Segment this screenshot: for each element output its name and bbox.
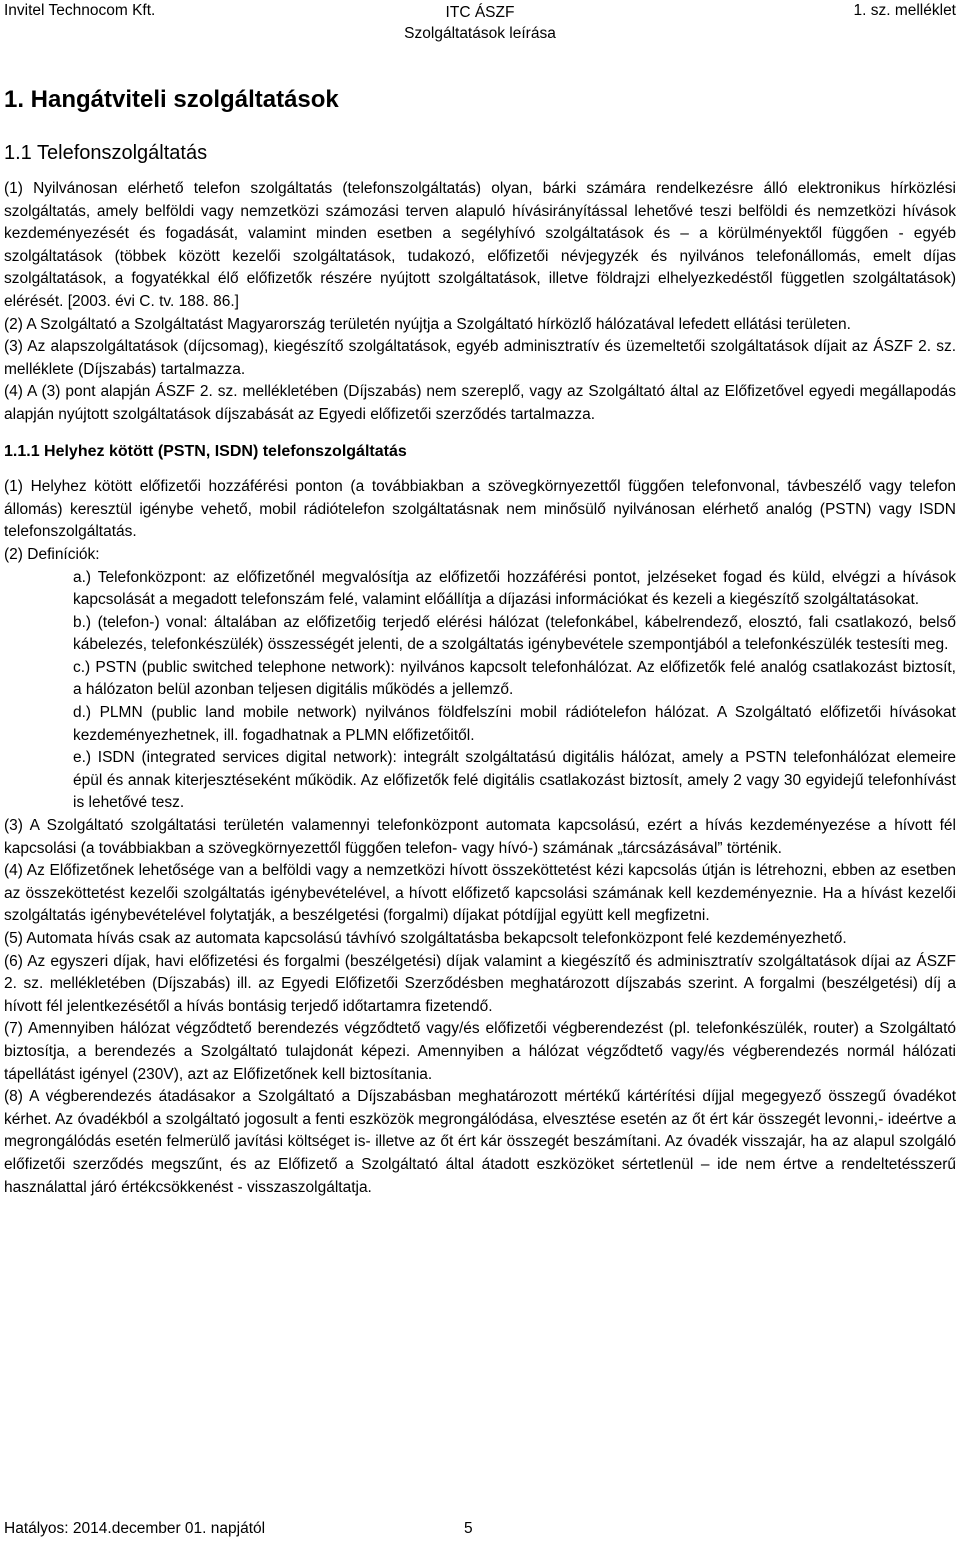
paragraph: (1) Helyhez kötött előfizetői hozzáférési ponton (a továbbiakban a szövegkörnyezettől függően telefonvonal, távbeszélő vagy telefon állomás) keresztül igénybe vehető, mobil rádiótelefon szolgáltatásnak nem minősülő nyilvánosan elérhető analóg (PSTN) vagy ISDN telefonszolgáltatás. [4, 478, 956, 541]
header-doc-subtitle: Szolgáltatások leírása [404, 25, 556, 42]
paragraph: (4) Az Előfizetőnek lehetősége van a belföldi vagy a nemzetközi hívott összeköttetést kézi kapcsolás útján is létrehozni, ebben az esetben az összeköttetést kezelői szolgáltatás igénybevételével, a hívott előfizető kapcsolási számának kell kezdeményeznie. Ha a hívást kezelői szolgáltatás igénybevételével folytatják, a beszélgetési (forgalmi) díjakat pótdíjjal együtt kell megfizetni. [4, 862, 956, 925]
definition-item: c.) PSTN (public switched telephone network): nyilvános kapcsolt telefonhálózat. Az előfizetők felé analóg csatlakozást biztosít, a hálózaton belül azonban teljesen digitális működés a jellemző. [73, 658, 956, 699]
paragraph: (3) Az alapszolgáltatások (díjcsomag), kiegészítő szolgáltatások, egyéb adminisztratív és üzemeltetői szolgáltatások díjait az ÁSZF 2. sz. melléklete (Díjszabás) tartalmazza. [4, 338, 956, 378]
header-doc-title: ITC ÁSZF [445, 4, 515, 21]
definition-item: e.) ISDN (integrated services digital network): integrált szolgáltatású digitális hálózat, amely a PSTN telefonhálózat elemeire épül és annak kiterjesztéseként működik. Az előfizetők felé digitális csatlakozást biztosít, amely 2 vagy 30 egyidejű telefonhívást is lehetővé tesz. [73, 749, 956, 812]
definition-item: a.) Telefonközpont: az előfizetőnél megvalósítja az előfizetői hozzáférési pontot, jelzéseket fogad és küld, elvégzi a hívások kapcsolását a megadott telefonszám felé, valamint előállítja a díjazási információkat és kezeli a kiegészítő szolgáltatásokat. [73, 568, 956, 609]
header-company: Invitel Technocom Kft. [4, 2, 156, 19]
page-footer [4, 1520, 473, 1538]
paragraph: (6) Az egyszeri díjak, havi előfizetési és forgalmi (beszélgetési) díjak valamint a kiegészítő és adminisztratív szolgáltatások díjai az ÁSZF 2. sz. mellékletében (Díjszabás) ill. az Egyedi Előfizetői Szerződésben meghatározott díjszabás szerint. A forgalmi (beszélgetési) díj a hívott fél jelentkezésétől a hívás bontásig terjedő időtartamra fizetendő. [4, 952, 956, 1015]
paragraph: (5) Automata hívás csak az automata kapcsolású távhívó szolgáltatásba bekapcsolt telefonközpont felé kezdeményezhető. [4, 930, 847, 947]
paragraph: (1) Nyilvánosan elérhető telefon szolgáltatás (telefonszolgáltatás) olyan, bárki számára rendelkezésre álló elektronikus hírközlési szolgáltatás, amely belföldi vagy nemzetközi számozási terven alapuló hívásirányítással lehetővé teszi belföldi és nemzetközi hívások kezdeményezését és fogadását, valamint minden esetben a segélyhívó szolgáltatások és – a körülményektől függően - egyéb szolgáltatások (többek között kezelői szolgáltatások, tudakozó, előfizetői névjegyzék és nyilvános telefonállomás, emelt díjas szolgáltatások, a fogyatékkal élő előfizetők részére nyújtott szolgáltatások, illetve földrajzi elhelyezkedéstől független szolgáltatások) elérését. [2003. évi C. tv. 188. 86.] [4, 180, 956, 310]
definitions-label: (2) Definíciók: [4, 545, 100, 563]
definition-item: b.) (telefon-) vonal: általában az előfizetőig terjedő elérési hálózat (telefonkábel, kábelrendező, elosztó, fali csatlakozó, belső kábelezés, telefonkészülék) összességét jelenti, de a szolgáltatás igénybevétele szempontjából a telefonkészülék testesíti meg. [73, 613, 956, 654]
paragraph: (3) A Szolgáltató szolgáltatási területén valamennyi telefonközpont automata kapcsolású, ezért a hívás kezdeményezése a hívott fél kapcsolási (a továbbiakban a szövegkörnyezettől függően telefon- vagy hívó-) számának „tárcsázásával” történik. [4, 817, 956, 857]
header-annex: 1. sz. melléklet [853, 2, 956, 19]
section-heading-1-1-1: 1.1.1 Helyhez kötött (PSTN, ISDN) telefonszolgáltatás [4, 442, 407, 460]
paragraph: (7) Amennyiben hálózat végződtető berendezés végződtető vagy/és előfizetői végberendezést (pl. telefonkészülék, router) a Szolgáltató biztosítja, a berendezés a Szolgáltató tulajdonát képezi. Amennyiben a hálózat végződtető vagy/és végberendezés normál hálózati tápellátást igényel (230V), azt az Előfizetőnek kell biztosítania. [4, 1020, 956, 1083]
effective-date: Hatályos: 2014.december 01. napjától [4, 1520, 266, 1537]
paragraph: (4) A (3) pont alapján ÁSZF 2. sz. mellékletében (Díjszabás) nem szereplő, vagy az Szolgáltató által az Előfizetővel egyedi megállapodás alapján nyújtott szolgáltatások díjszabását az Egyedi előfizetői szerződés tartalmazza. [4, 383, 956, 423]
section-heading-1-1: 1.1 Telefonszolgáltatás [4, 142, 208, 164]
document-body [4, 178, 956, 1199]
page-header [4, 2, 956, 46]
header-center [4, 2, 956, 44]
paragraph: (2) A Szolgáltató a Szolgáltatást Magyarország területén nyújtja a Szolgáltató hírközlő hálózatával lefedett ellátási területen. [4, 315, 851, 333]
definition-item: d.) PLMN (public land mobile network) nyilvános földfelszíni mobil rádiótelefon hálózat. A Szolgáltató előfizetői hívásokat kezdeményezhetnek, ill. fogadhatnak a PLMN előfizetőitől. [73, 704, 956, 744]
page-number: 5 [464, 1520, 473, 1537]
paragraph: (8) A végberendezés átadásakor a Szolgáltató a Díjszabásban meghatározott mértékű kártérítési díjjal megegyező összegű óvadékot kérhet. Az óvadékból a szolgáltató jogosult a fenti eszközök megrongálódása, elvesztése esetén az őt ért kár összegét levonni,- ideértve a megrongálódás esetén felmerülő javítási költséget is- illetve az őt ért kár összegét beszámítani. Az óvadék visszajár, ha az alapul szolgáló előfizetői szerződés megszűnt, és az Előfizető a Szolgáltató által átadott eszközöket sértetlenül – ide nem értve a rendeltetésszerű használattal járó értékcsökkenést - visszaszolgáltatja. [4, 1088, 956, 1196]
section-heading-1: 1. Hangátviteli szolgáltatások [4, 86, 339, 113]
